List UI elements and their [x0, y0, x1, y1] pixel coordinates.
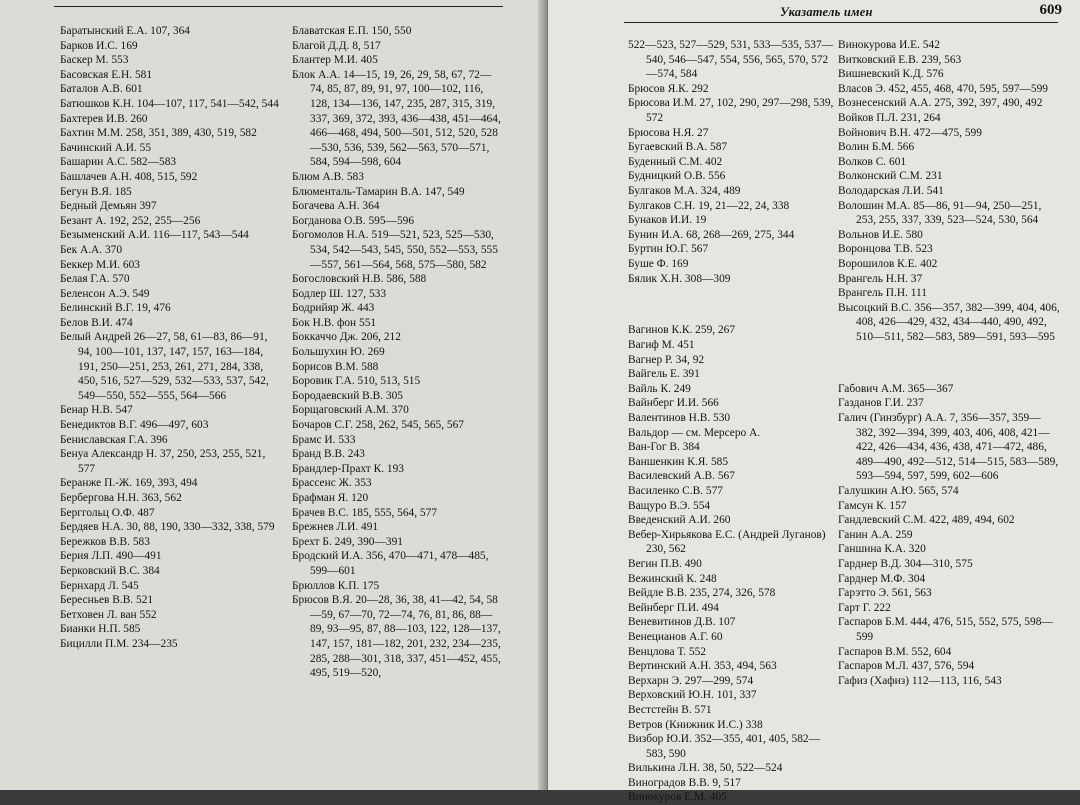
- index-entry: Брюсова И.М. 27, 102, 290, 297—298, 539, 572: [628, 97, 834, 124]
- index-entry: Волконский С.М. 231: [838, 170, 943, 183]
- index-entry: Бердяев Н.А. 30, 88, 190, 330—332, 338, 579: [60, 521, 275, 534]
- index-entry: Брамс И. 533: [292, 433, 356, 446]
- index-entry: Волошин М.А. 85—86, 91—94, 250—251, 253, 255, 337, 339, 523—524, 530, 564: [838, 199, 1042, 227]
- right-page: [548, 0, 1080, 804]
- index-entry: Борисов В.М. 588: [292, 360, 379, 373]
- index-entry: Гафиз (Хафиз) 112—113, 116, 543: [838, 674, 1002, 687]
- index-entry: Белов В.И. 474: [60, 316, 133, 329]
- index-column-left-2: [292, 24, 504, 681]
- index-entry: Габович А.М. 365—367: [838, 382, 954, 395]
- index-entry: Брафман Я. 120: [292, 492, 369, 504]
- index-entry: Вознесенский А.А. 275, 392, 397, 490, 492: [838, 97, 1043, 110]
- index-entry: Блок А.А. 14—15, 19, 26, 29, 58, 67, 72—74, 85, 87, 89, 91, 97, 100—102, 116, 128, 134—136, 147, 235, 287, 315, 319, 337, 369, 372, 393, 436—438, 451—464, 466—468, 494, 500—501, 512, 520, 528—530, 536, 539, 562—563, 570—571, 584, 594—598, 604: [292, 68, 501, 169]
- index-entry: Бунин И.А. 68, 268—269, 275, 344: [628, 228, 795, 241]
- index-entry: Богомолов Н.А. 519—521, 523, 525—530, 534, 542—543, 545, 550, 552—553, 555—557, 561—564, 568, 575—580, 582: [292, 229, 498, 271]
- index-entry: Вайнберг И.И. 566: [628, 397, 719, 410]
- index-entry: Бенедиктов В.Г. 496—497, 603: [60, 419, 209, 432]
- index-entry: Богачева А.Н. 364: [292, 200, 380, 213]
- index-entry: Бахтерев И.В. 260: [60, 112, 148, 125]
- index-entry: Беленсон А.Э. 549: [60, 287, 150, 300]
- index-entry: Барков И.С. 169: [60, 39, 138, 52]
- index-entry: Берия Л.П. 490—491: [60, 550, 162, 563]
- index-entry: Галушкин А.Ю. 565, 574: [838, 485, 959, 497]
- index-entry: Брюллов К.П. 175: [292, 579, 380, 592]
- running-header: [630, 2, 1062, 22]
- index-entry: Воронцова Т.В. 523: [838, 243, 933, 256]
- index-entry: Бугаевский В.А. 587: [628, 141, 728, 154]
- index-entry: Ганшина К.А. 320: [838, 543, 926, 556]
- index-entry: Вольнов И.Е. 580: [838, 228, 923, 241]
- index-entry: Бахтин М.М. 258, 351, 389, 430, 519, 582: [60, 127, 257, 140]
- index-entry: Верхарн Э. 297—299, 574: [628, 674, 754, 687]
- index-entry: Блаватская Е.П. 150, 550: [292, 25, 412, 37]
- index-entry: Гаспаров В.М. 552, 604: [838, 645, 952, 658]
- index-entry: Буше Ф. 169: [628, 257, 689, 270]
- index-entry: Бегун В.Я. 185: [60, 185, 132, 198]
- index-entry: Баскер М. 553: [60, 54, 129, 67]
- index-entry: Гамсун К. 157: [838, 499, 907, 512]
- index-entry: Брачев В.С. 185, 555, 564, 577: [292, 506, 438, 519]
- index-entry: Бек А.А. 370: [60, 243, 123, 256]
- index-entry: Волин Б.М. 566: [838, 141, 915, 154]
- index-entry: Войнович В.Н. 472—475, 599: [838, 126, 982, 139]
- index-entry: Батюшков К.Н. 104—107, 117, 541—542, 544: [60, 97, 279, 110]
- index-entry: Волков С. 601: [838, 155, 907, 168]
- index-entry: Валентинов Н.В. 530: [628, 412, 731, 425]
- left-page: [0, 0, 545, 790]
- index-entry: Врангель Н.Н. 37: [838, 272, 923, 285]
- index-entry: Вестстейн В. 571: [628, 703, 712, 716]
- index-entry: Гаспаров М.Л. 437, 576, 594: [838, 660, 975, 673]
- index-entry: Вегин П.В. 490: [628, 557, 702, 570]
- index-entry: Гарднер М.Ф. 304: [838, 572, 926, 585]
- index-entry: Вилькина Л.Н. 38, 50, 522—524: [628, 762, 783, 775]
- index-entry: Ващуро В.Э. 554: [628, 499, 711, 512]
- index-entry: Вебер-Хирьякова Е.С. (Андрей Луганов) 230, 562: [628, 528, 826, 556]
- index-entry: Бенар Н.В. 547: [60, 404, 133, 417]
- index-entry: Белинский В.Г. 19, 476: [60, 302, 171, 315]
- index-entry: Беранже П.-Ж. 169, 393, 494: [60, 477, 198, 490]
- header-rule: [624, 22, 1058, 23]
- index-entry: Бересньев В.В. 521: [60, 594, 154, 607]
- index-entry: Бернхард Л. 545: [60, 579, 139, 592]
- index-entry: Вагиф М. 451: [628, 339, 695, 352]
- index-entry: Бедный Демьян 397: [60, 200, 157, 213]
- index-entry: Газданов Г.И. 237: [838, 397, 924, 410]
- index-entry: Войков П.Л. 231, 264: [838, 111, 941, 124]
- index-entry: Вейдле В.В. 235, 274, 326, 578: [628, 587, 776, 600]
- index-entry: Веневитинов Д.В. 107: [628, 616, 736, 629]
- index-entry: Брюсова Н.Я. 27: [628, 126, 709, 139]
- index-entry: Бачинский А.И. 55: [60, 141, 152, 154]
- index-entry: Гарэтто Э. 561, 563: [838, 587, 932, 600]
- index-entry: Брюсов В.Я. 20—28, 36, 38, 41—42, 54, 58—59, 67—70, 72—74, 76, 81, 86, 88—89, 93—95, 87, 88—103, 122, 128—137, 147, 157, 181—182, 201, 232, 234—235, 285, 288—301, 318, 337, 451—452, 455, 495, 519—520,: [292, 594, 501, 680]
- index-entry: Бодрийяр Ж. 443: [292, 302, 375, 315]
- index-entry: Брассенс Ж. 353: [292, 477, 372, 490]
- index-entry: Бербергова Н.Н. 363, 562: [60, 492, 182, 504]
- index-entry: Венцлова Т. 552: [628, 645, 706, 658]
- index-entry: Ваншенкин К.Я. 585: [628, 455, 729, 468]
- index-entry: Будницкий О.В. 556: [628, 170, 726, 183]
- index-entry: Винокурова И.Е. 542: [838, 39, 940, 51]
- index-entry: Буденный С.М. 402: [628, 155, 723, 168]
- index-entry: Брандлер-Прахт К. 193: [292, 462, 405, 475]
- index-entry: Берггольц О.Ф. 487: [60, 506, 155, 519]
- index-entry: Бодлер Ш. 127, 533: [292, 287, 387, 300]
- index-entry: Введенский А.И. 260: [628, 514, 731, 527]
- index-entry: Вагинов К.К. 259, 267: [628, 324, 736, 337]
- index-entry: Ворошилов К.Е. 402: [838, 257, 938, 270]
- index-entry: Булгаков С.Н. 19, 21—22, 24, 338: [628, 199, 790, 212]
- index-entry: Бетховен Л. ван 552: [60, 608, 157, 621]
- index-entry: Виноградов В.В. 9, 517: [628, 776, 741, 789]
- index-entry: Вертинский А.Н. 353, 494, 563: [628, 660, 777, 673]
- index-entry: Вишневский К.Д. 576: [838, 68, 944, 81]
- index-entry: Буртин Ю.Г. 567: [628, 243, 709, 256]
- index-entry: Венецианов А.Г. 60: [628, 630, 723, 643]
- index-entry: Белый Андрей 26—27, 58, 61—83, 86—91, 94, 100—101, 137, 147, 157, 163—184, 191, 250—251, 253, 261, 271, 284, 338, 450, 516, 527—529, 532—533, 537, 542, 549—550, 552—555, 564—566: [60, 331, 269, 402]
- index-entry: Верховский Ю.Н. 101, 337: [628, 689, 757, 702]
- index-entry: Башарин А.С. 582—583: [60, 156, 177, 169]
- index-entry: Василенко С.В. 577: [628, 485, 723, 497]
- index-entry: Баратынский Е.А. 107, 364: [60, 25, 191, 37]
- index-entry: Бочаров С.Г. 258, 262, 545, 565, 567: [292, 419, 464, 432]
- index-entry: Гарт Г. 222: [838, 601, 891, 614]
- index-entry: Богданова О.В. 595—596: [292, 214, 415, 227]
- index-entry: Витковский Е.В. 239, 563: [838, 53, 962, 66]
- index-entry: Ван-Гог В. 384: [628, 441, 700, 454]
- index-entry: Бок Н.В. фон 551: [292, 316, 377, 329]
- index-entry: Гарднер В.Д. 304—310, 575: [838, 557, 973, 570]
- index-entry: Володарская Л.И. 541: [838, 184, 944, 197]
- index-entry: Гандлевский С.М. 422, 489, 494, 602: [838, 514, 1015, 527]
- index-entry: Благой Д.Д. 8, 517: [292, 39, 381, 52]
- index-entry: Безыменский А.И. 116—117, 543—544: [60, 229, 249, 242]
- index-entry: Берковский В.С. 384: [60, 564, 160, 577]
- index-entry: Боровик Г.А. 510, 513, 515: [292, 375, 421, 388]
- index-entry: Гаспаров Б.М. 444, 476, 515, 552, 575, 598—599: [838, 616, 1053, 643]
- index-entry: Бранд В.В. 243: [292, 448, 365, 461]
- index-entry: Врангель П.Н. 111: [838, 287, 927, 300]
- index-entry: Бенуа Александр Н. 37, 250, 253, 255, 521, 577: [60, 448, 266, 475]
- index-entry: Галич (Гинзбург) А.А. 7, 356—357, 359—382, 392—394, 399, 403, 406, 408, 421—422, 426—434, 436, 438, 471—472, 486, 489—490, 492—512, 514—515, 583—589, 593—594, 597, 599, 602—606: [838, 412, 1059, 483]
- index-entry: Борщаговский А.М. 370: [292, 404, 409, 417]
- index-entry: Брехт Б. 249, 390—391: [292, 535, 403, 548]
- index-entry: Бородаевский В.В. 305: [292, 389, 403, 402]
- index-entry: Бианки Н.П. 585: [60, 623, 141, 636]
- index-entry: Высоцкий В.С. 356—357, 382—399, 404, 406, 408, 426—429, 432, 434—440, 490, 492, 510—511, 582—583, 589—591, 593—595: [838, 301, 1060, 343]
- index-entry: Вежинский К. 248: [628, 572, 717, 585]
- index-entry: Визбор Ю.И. 352—355, 401, 405, 582—583, 590: [628, 733, 820, 760]
- index-entry: Бялик Х.Н. 308—309: [628, 272, 731, 285]
- index-entry: Власов Э. 452, 455, 468, 470, 595, 597—599: [838, 82, 1048, 95]
- letter-section-gap: [838, 356, 1060, 371]
- index-entry: Безант А. 192, 252, 255—256: [60, 214, 201, 227]
- index-entry: Башлачев А.Н. 408, 515, 592: [60, 170, 198, 183]
- index-entry: Василевский А.В. 567: [628, 470, 735, 483]
- index-entry: Булгаков М.А. 324, 489: [628, 184, 741, 197]
- index-entry: Басовская Е.Н. 581: [60, 68, 153, 81]
- index-entry: Вейнберг П.И. 494: [628, 601, 719, 614]
- header-rule: [54, 6, 503, 7]
- index-column-right-2: [838, 38, 1060, 688]
- index-entry: Бунаков И.И. 19: [628, 214, 707, 227]
- letter-section-gap: [628, 297, 838, 312]
- index-column-right-1: [628, 38, 838, 805]
- index-entry: Боккаччо Дж. 206, 212: [292, 331, 401, 344]
- index-entry: Баталов А.В. 601: [60, 83, 143, 96]
- index-entry: 522—523, 527—529, 531, 533—535, 537—540, 546—547, 554, 556, 565, 570, 572—574, 584: [628, 39, 834, 81]
- index-entry: Бицилли П.М. 234—235: [60, 637, 178, 650]
- index-entry: Бережков В.В. 583: [60, 535, 150, 548]
- index-entry: Блюм А.В. 583: [292, 170, 364, 183]
- index-entry: Брюсов Я.К. 292: [628, 82, 709, 95]
- index-entry: Большухин Ю. 269: [292, 346, 385, 359]
- index-entry: Белая Г.А. 570: [60, 273, 130, 286]
- index-entry: Вайль К. 249: [628, 382, 691, 395]
- index-entry: Винокуров Е.М. 405: [628, 791, 727, 804]
- running-title: Указатель имен: [780, 5, 873, 19]
- index-column-left-1: [60, 24, 284, 652]
- index-entry: Блюменталь-Тамарин В.А. 147, 549: [292, 185, 465, 198]
- index-entry: Ветров (Книжник И.С.) 338: [628, 718, 763, 731]
- index-entry: Бениславская Г.А. 396: [60, 433, 168, 446]
- index-entry: Вальдор — см. Мерсеро А.: [628, 426, 761, 439]
- index-entry: Вагнер Р. 34, 92: [628, 353, 705, 366]
- index-entry: Богословский Н.В. 586, 588: [292, 273, 427, 286]
- index-entry: Ганин А.А. 259: [838, 528, 913, 541]
- index-entry: Брежнев Л.И. 491: [292, 521, 379, 534]
- index-entry: Вайгель Е. 391: [628, 368, 700, 381]
- index-entry: Блантер М.И. 405: [292, 54, 378, 67]
- page-number: 609: [1039, 2, 1062, 18]
- index-entry: Беккер М.И. 603: [60, 258, 140, 271]
- index-entry: Бродский И.А. 356, 470—471, 478—485, 599—601: [292, 550, 489, 577]
